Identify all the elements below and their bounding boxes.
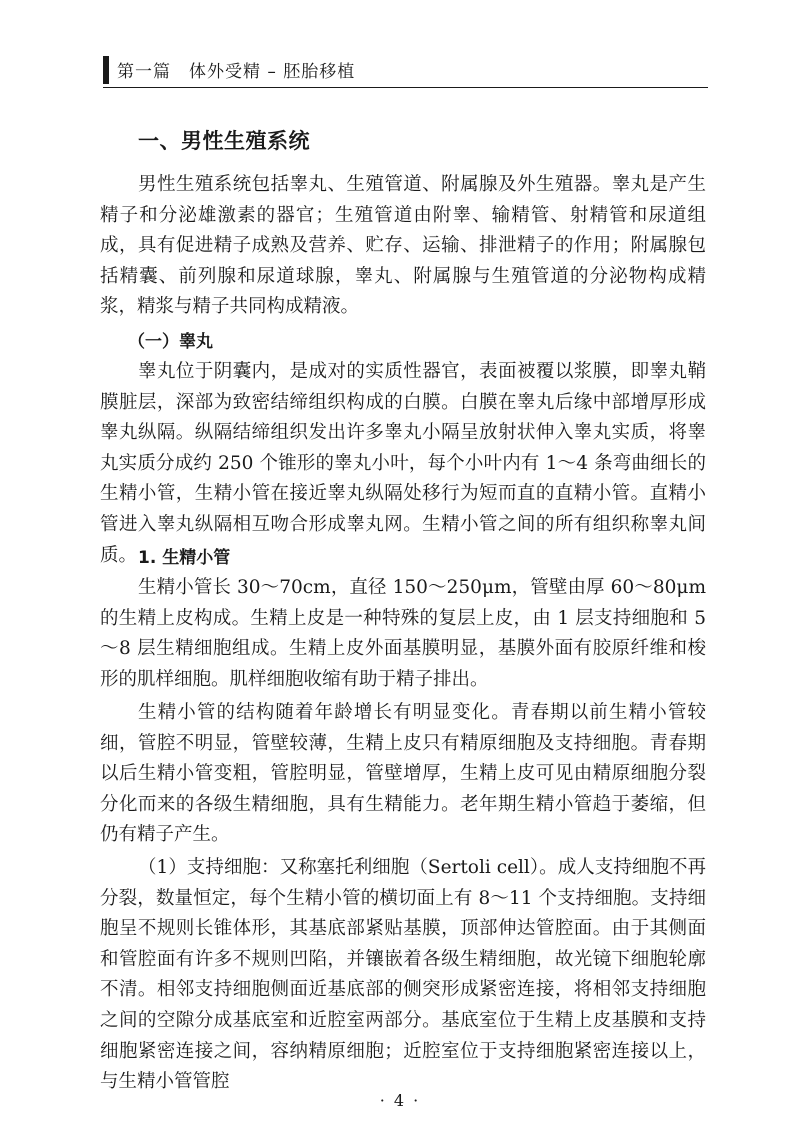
sertoli-paragraph [100, 853, 706, 1098]
intro-text: 男性生殖系统包括睾丸、生殖管道、附属腺及外生殖器。睾丸是产生精子和分泌雄激素的器官；生殖管道由附睾、输精管、射精管和尿道组成，具有促进精子成熟及营养、贮存、运输、排泄精子的作用；附属腺包括精囊、前列腺和尿道球腺，睾丸、附属腺与生殖管道的分泌物构成精浆，精浆与精子共同构成精液。 [100, 174, 706, 318]
testis-paragraph [100, 357, 706, 571]
subsection-heading-testis: （一）睾丸 [128, 332, 213, 352]
seminiferous-text-1: 生精小管长 30～70cm，直径 150～250μm，管壁由厚 60～80μm 的生精上皮构成。生精上皮是一种特殊的复层上皮，由 1 层支持细胞和 5～8 层生精细胞组成。生精上皮外面基膜明显，基膜外面有胶原纤维和梭形的肌样细胞。肌样细胞收缩有助于精子排出。 [100, 577, 706, 690]
sertoli-text: （1）支持细胞：又称塞托利细胞（Sertoli cell）。成人支持细胞不再分裂，数量恒定，每个生精小管的横切面上有 8～11 个支持细胞。支持细胞呈不规则长锥体形，其基底部紧贴基膜，顶部伸达管腔面。由于其侧面和管腔面有许多不规则凹陷，并镶嵌着各级生精细胞，故光镜下细胞轮廓不清。相邻支持细胞侧面近基底部的侧突形成紧密连接，将相邻支持细胞之间的空隙分成基底室和近腔室两部分。基底室位于生精上皮基膜和支持细胞紧密连接之间，容纳精原细胞；近腔室位于支持细胞紧密连接以上，与生精小管管腔 [100, 857, 706, 1093]
section-title: 一、男性生殖系统 [138, 129, 310, 153]
seminiferous-paragraph-1 [100, 573, 706, 695]
subsection-heading-seminiferous: 1. 生精小管 [138, 548, 231, 568]
testis-text: 睾丸位于阴囊内，是成对的实质性器官，表面被覆以浆膜，即睾丸鞘膜脏层，深部为致密结缔组织构成的白膜。白膜在睾丸后缘中部增厚形成睾丸纵隔。纵隔结缔组织发出许多睾丸小隔呈放射状伸入睾丸实质，将睾丸实质分成约 250 个锥形的睾丸小叶，每个小叶内有 1～4 条弯曲细长的生精小管，生精小管在接近睾丸纵隔处移行为短而直的直精小管。直精小管进入睾丸纵隔相互吻合形成睾丸网。生精小管之间的所有组织称睾丸间质。 [100, 361, 706, 566]
seminiferous-text-2: 生精小管的结构随着年龄增长有明显变化。青春期以前生精小管较细，管腔不明显，管壁较薄，生精上皮只有精原细胞及支持细胞。青春期以后生精小管变粗，管腔明显，管壁增厚，生精上皮可见由精原细胞分裂分化而来的各级生精细胞，具有生精能力。老年期生精小管趋于萎缩，但仍有精子产生。 [100, 702, 706, 846]
running-title: 第一篇 体外受精 – 胚胎移植 [117, 62, 356, 82]
page-number: · 4 · [379, 1091, 421, 1110]
running-header [103, 52, 708, 82]
seminiferous-paragraph-2 [100, 698, 706, 851]
header-rule [103, 87, 708, 88]
header-bar [103, 56, 109, 84]
intro-paragraph [100, 170, 706, 323]
